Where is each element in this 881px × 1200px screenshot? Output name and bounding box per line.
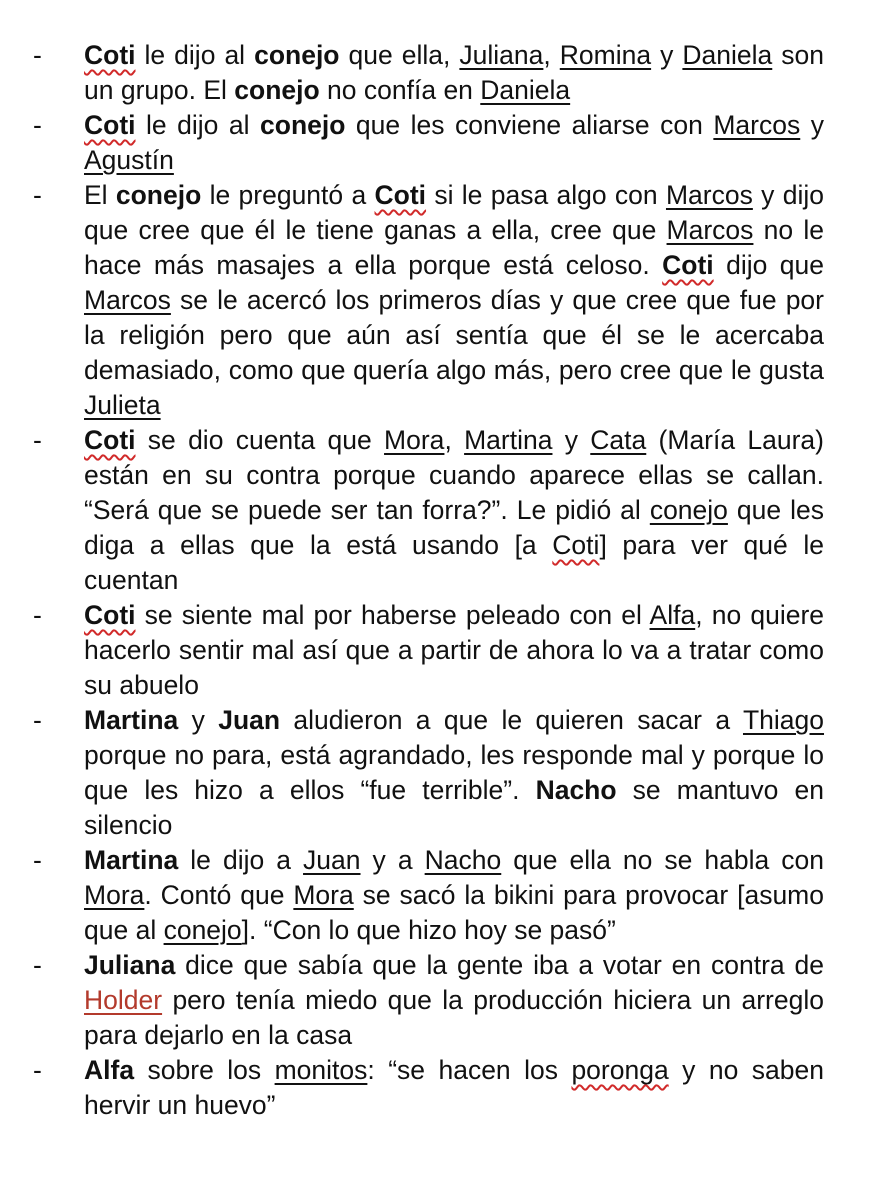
styled-text: Mora: [293, 880, 354, 910]
bullet-text: [84, 705, 824, 840]
text-run: ]. “Con lo que hizo hoy se pasó”: [241, 915, 616, 945]
bullet-dash: -: [33, 600, 42, 630]
text-run: . Contó que: [144, 880, 294, 910]
text-run: , no quiere hacerlo sentir mal así que a partir de ahora lo va a tratar como su abuelo: [84, 600, 825, 700]
bullet-text: [84, 845, 824, 945]
text-run: se mantuvo en silencio: [84, 775, 824, 840]
text-run: que ella,: [339, 40, 460, 70]
bullet-list: [0, 38, 881, 1123]
styled-text: Coti: [84, 600, 136, 630]
styled-text: Marcos: [665, 180, 753, 210]
bullet-text: [84, 425, 824, 595]
styled-text: poronga: [571, 1055, 669, 1085]
styled-text: Holder: [84, 985, 163, 1015]
bullet-dash: -: [33, 705, 42, 735]
list-item: [0, 703, 881, 843]
text-run: le dijo a: [178, 845, 304, 875]
styled-text: Martina: [84, 845, 179, 875]
bullet-dash: -: [33, 110, 42, 140]
styled-text: Marcos: [84, 285, 171, 315]
text-run: que les conviene aliarse con: [345, 110, 714, 140]
styled-text: Juliana: [84, 950, 176, 980]
styled-text: monitos: [274, 1055, 368, 1085]
styled-text: Coti: [84, 40, 136, 70]
text-run: dijo que: [713, 250, 824, 280]
styled-text: conejo: [163, 915, 242, 945]
styled-text: Martina: [84, 705, 179, 735]
styled-text: Thiago: [742, 705, 825, 735]
text-run: y: [800, 110, 824, 140]
bullet-text: [84, 950, 824, 1050]
text-run: sobre los: [134, 1055, 275, 1085]
text-run: se dio cuenta que: [135, 425, 385, 455]
styled-text: Alfa: [84, 1055, 135, 1085]
text-run: y no saben hervir un huevo”: [84, 1055, 824, 1120]
styled-text: Marcos: [666, 215, 754, 245]
styled-text: Daniela: [480, 75, 571, 105]
text-run: se siente mal por haberse peleado con el: [135, 600, 650, 630]
document-page: [0, 38, 881, 1123]
bullet-text: [84, 110, 824, 175]
styled-text: Martina: [464, 425, 553, 455]
text-run: no confía en: [319, 75, 481, 105]
text-run: y: [178, 705, 219, 735]
styled-text: Coti: [662, 250, 714, 280]
styled-text: Julieta: [84, 390, 161, 420]
list-item: [0, 108, 881, 178]
styled-text: Nacho: [424, 845, 502, 875]
styled-text: conejo: [254, 40, 340, 70]
text-run: le preguntó a: [201, 180, 375, 210]
text-run: : “se hacen los: [367, 1055, 572, 1085]
styled-text: Coti: [552, 530, 600, 560]
bullet-dash: -: [33, 845, 42, 875]
text-run: ] para ver qué le cuentan: [84, 530, 824, 595]
text-run: le dijo al: [135, 110, 261, 140]
text-run: aludieron a que le quieren sacar a: [280, 705, 743, 735]
styled-text: Juan: [303, 845, 361, 875]
styled-text: Mora: [84, 880, 145, 910]
bullet-text: [84, 1055, 824, 1120]
styled-text: Juan: [218, 705, 281, 735]
styled-text: conejo: [234, 75, 320, 105]
text-run: y dijo que cree que él le tiene ganas a ella, cree que: [84, 180, 824, 245]
text-run: se sacó la bikini para provocar [asumo que al: [84, 880, 824, 945]
list-item: [0, 1053, 881, 1123]
text-run: (María Laura) están en su contra porque cuando aparece ellas se callan. “Será que se puede ser tan forra?”. Le pidió al: [84, 425, 824, 525]
styled-text: conejo: [260, 110, 346, 140]
styled-text: Mora: [384, 425, 445, 455]
text-run: ,: [543, 40, 560, 70]
styled-text: Agustín: [84, 145, 174, 175]
styled-text: Marcos: [713, 110, 801, 140]
bullet-dash: -: [33, 40, 42, 70]
styled-text: Juliana: [459, 40, 544, 70]
text-run: que les diga a ellas que la está usando [a: [84, 495, 824, 560]
text-run: pero tenía miedo que la producción hiciera un arreglo para dejarlo en la casa: [84, 985, 824, 1050]
text-run: dice que sabía que la gente iba a votar en contra de: [175, 950, 824, 980]
list-item: [0, 38, 881, 108]
text-run: y: [552, 425, 591, 455]
list-item: [0, 843, 881, 948]
text-run: si le pasa algo con: [426, 180, 666, 210]
styled-text: Romina: [559, 40, 652, 70]
text-run: y: [651, 40, 683, 70]
list-item: [0, 423, 881, 598]
list-item: [0, 178, 881, 423]
bullet-dash: -: [33, 950, 42, 980]
styled-text: Alfa: [649, 600, 696, 630]
styled-text: Coti: [374, 180, 427, 210]
bullet-text: [84, 600, 824, 700]
text-run: son un grupo. El: [84, 40, 825, 105]
styled-text: Coti: [84, 425, 136, 455]
text-run: no le hace más masajes a ella porque está celoso.: [84, 215, 824, 280]
text-run: se le acercó los primeros días y que cree que fue por la religión pero que aún así sentía que él se le acercaba demasiado, como que quería algo más, pero cree que le gusta: [84, 285, 824, 385]
styled-text: Cata: [590, 425, 647, 455]
bullet-dash: -: [33, 1055, 42, 1085]
text-run: le dijo al: [135, 40, 255, 70]
text-run: porque no para, está agrandado, les responde mal y porque lo que les hizo a ellos “fue terrible”.: [84, 740, 824, 805]
text-run: que ella no se habla con: [501, 845, 825, 875]
styled-text: Daniela: [682, 40, 773, 70]
list-item: [0, 948, 881, 1053]
list-item: [0, 598, 881, 703]
styled-text: Nacho: [535, 775, 617, 805]
styled-text: Coti: [84, 110, 136, 140]
styled-text: conejo: [649, 495, 728, 525]
text-run: ,: [444, 425, 465, 455]
text-run: y a: [360, 845, 425, 875]
bullet-text: [84, 40, 824, 105]
bullet-dash: -: [33, 180, 42, 210]
text-run: El: [84, 180, 116, 210]
bullet-dash: -: [33, 425, 42, 455]
styled-text: conejo: [115, 180, 202, 210]
bullet-text: [84, 180, 824, 420]
